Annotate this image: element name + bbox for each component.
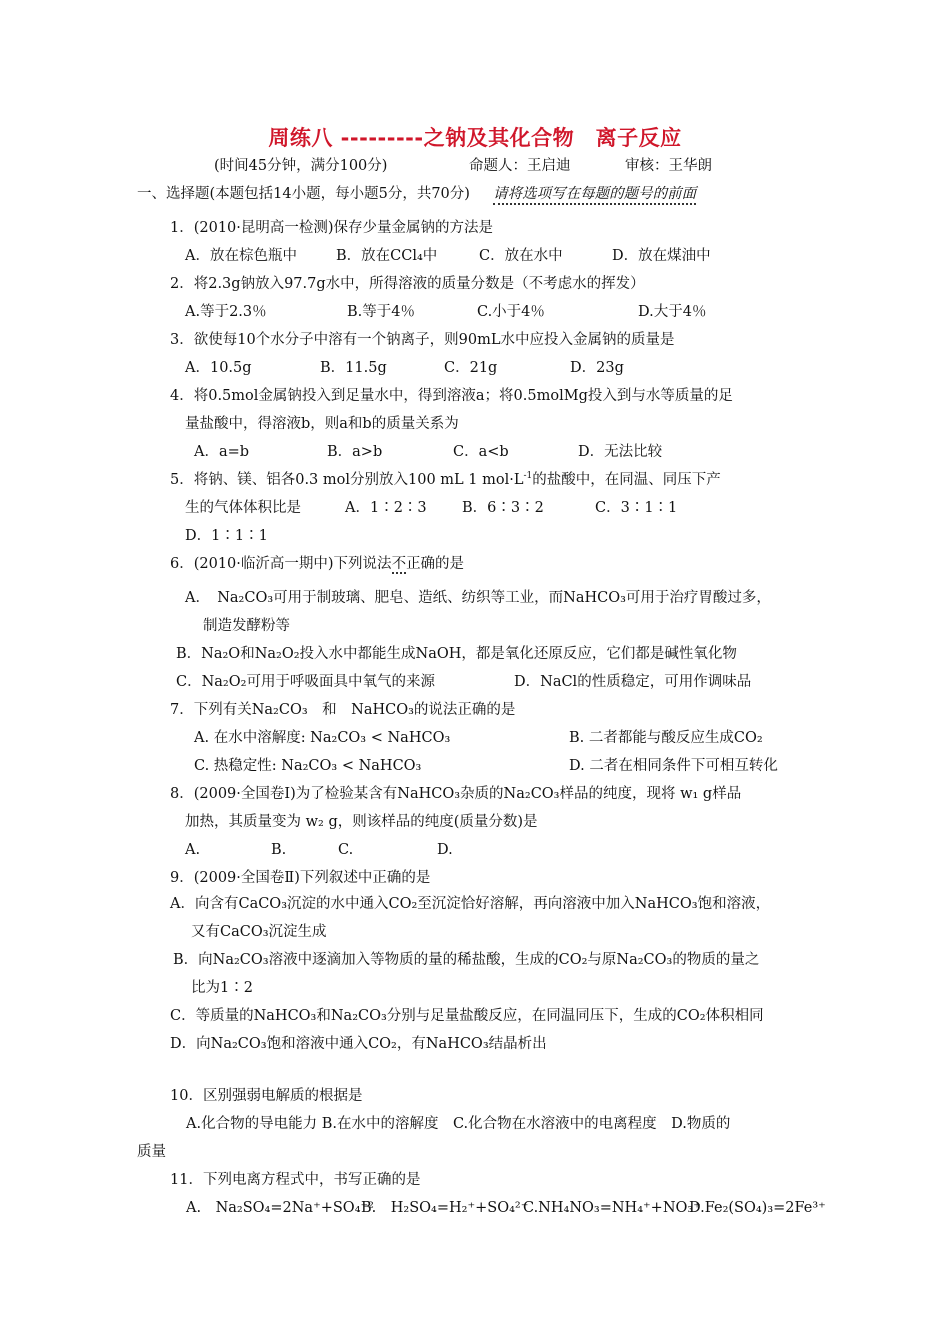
page-title: 周练八 ---------之钠及其化合物 离子反应: [268, 126, 682, 150]
question-9-option-b-line1: B．向Na₂CO₃溶液中逐滴加入等物质的量的稀盐酸，生成的CO₂与原Na₂CO₃的物质的量之: [173, 952, 760, 968]
question-7-option-b: B. 二者都能与酸反应生成CO₂: [569, 730, 763, 746]
question-4-stem-line1: 4．将0.5mol金属钠投入到足量水中，得到溶液a；将0.5molMg投入到与水等质量的足: [170, 388, 733, 404]
question-9-option-c: C．等质量的NaHCO₃和Na₂CO₃分别与足量盐酸反应，在同温同压下，生成的CO₂体积相同: [170, 1008, 764, 1024]
question-5-stem-part2: 的盐酸中，在同温、同压下产: [532, 472, 721, 488]
question-8-stem-line1: 8．(2009·全国卷Ⅰ)为了检验某含有NaHCO₃杂质的Na₂CO₃样品的纯度，现将 w₁ g样品: [170, 786, 742, 802]
question-8-option-b: B.: [271, 842, 287, 858]
exam-info-time: (时间45分钟，满分100分): [214, 158, 388, 174]
exam-info-reviewer: 审核：王华朗: [625, 158, 712, 174]
question-6-emphasis-mark: 不: [391, 556, 407, 572]
question-6-option-b: B．Na₂O和Na₂O₂投入水中都能生成NaOH，都是氧化还原反应，它们都是碱性氧化物: [176, 646, 737, 662]
question-2-option-b: B.等于4％: [347, 304, 415, 320]
question-4-option-d: D．无法比较: [578, 444, 663, 460]
question-11-option-b: B. H₂SO₄=H₂⁺+SO₄²⁻: [361, 1200, 529, 1216]
question-3-stem: 3．欲使每10个水分子中溶有一个钠离子，则90mL水中应投入金属钠的质量是: [170, 332, 675, 348]
question-1-option-c: C．放在水中: [479, 248, 563, 264]
exam-info-author: 命题人：王启迪: [469, 158, 571, 174]
question-6-option-a-line1: A． Na₂CO₃可用于制玻璃、肥皂、造纸、纺织等工业，而NaHCO₃可用于治疗胃酸过多，: [185, 590, 771, 606]
question-5-option-d: D．1∶1∶1: [185, 528, 268, 544]
question-5-option-b: B．6∶3∶2: [462, 500, 544, 516]
question-7-stem: 7．下列有关Na₂CO₃ 和 NaHCO₃的说法正确的是: [170, 702, 516, 718]
question-2-option-d: D.大于4％: [638, 304, 707, 320]
question-6-option-c: C．Na₂O₂可用于呼吸面具中氧气的来源: [176, 674, 435, 690]
question-5-option-a: A．1∶2∶3: [345, 500, 427, 516]
question-10-options: A.化合物的导电能力 B.在水中的溶解度 C.化合物在水溶液中的电离程度 D.物质的: [186, 1116, 731, 1132]
question-9-option-a-line2: 又有CaCO₃沉淀生成: [191, 924, 327, 940]
section-heading: [137, 184, 696, 204]
answer-instruction: 请将选项写在每题的题号的前面: [493, 186, 696, 205]
question-9-option-b-line2: 比为1∶2: [191, 980, 253, 996]
question-5-stem-line2: 生的气体体积比是: [185, 500, 301, 516]
question-5-unit-exponent: -1: [523, 471, 533, 482]
question-8-option-c: C.: [338, 842, 354, 858]
question-10-stem: 10．区别强弱电解质的根据是: [170, 1088, 363, 1104]
question-9-stem: 9．(2009·全国卷Ⅱ)下列叙述中正确的是: [170, 870, 431, 886]
question-1-option-d: D．放在煤油中: [612, 248, 711, 264]
question-4-option-a: A．a=b: [194, 444, 250, 460]
question-3-option-a: A．10.5g: [185, 360, 252, 376]
question-5-stem-line1: [170, 470, 721, 490]
question-6-stem-part1: 6．(2010·临沂高一期中)下列说法: [170, 556, 392, 572]
question-9-option-a-line1: A．向含有CaCO₃沉淀的水中通入CO₂至沉淀恰好溶解，再向溶液中加入NaHCO₃饱和溶液，: [170, 896, 771, 912]
question-4-option-c: C．a<b: [453, 444, 509, 460]
question-5-option-c: C．3∶1∶1: [595, 500, 678, 516]
question-4-option-b: B．a>b: [327, 444, 383, 460]
question-3-option-b: B．11.5g: [320, 360, 387, 376]
section-heading-text: 一、选择题(本题包括14小题，每小题5分，共70分): [137, 186, 470, 202]
question-11-option-c: C.NH₄NO₃=NH₄⁺+NO₃⁺: [523, 1200, 701, 1216]
question-11-option-a: A. Na₂SO₄=2Na⁺+SO₄⁻²: [186, 1200, 374, 1216]
question-6-option-d: D．NaCl的性质稳定，可用作调味品: [514, 674, 752, 690]
question-7-option-d: D. 二者在相同条件下可相互转化: [569, 758, 778, 774]
question-11-option-d: D.Fe₂(SO₄)₃=2Fe³⁺: [689, 1200, 826, 1216]
question-6-stem-part2: 正确的是: [406, 556, 465, 572]
question-11-stem: 11．下列电离方程式中，书写正确的是: [170, 1172, 421, 1188]
question-6-stem: [170, 554, 464, 574]
question-10-options-continued: 质量: [137, 1144, 166, 1160]
question-7-option-c: C. 热稳定性: Na₂CO₃ < NaHCO₃: [194, 758, 422, 774]
question-1-option-b: B．放在CCl₄中: [336, 248, 438, 264]
question-7-option-a: A. 在水中溶解度: Na₂CO₃ < NaHCO₃: [194, 730, 451, 746]
question-1-option-a: A．放在棕色瓶中: [185, 248, 297, 264]
question-3-option-c: C．21g: [444, 360, 498, 376]
question-6-option-a-line2: 制造发酵粉等: [203, 618, 290, 634]
question-4-stem-line2: 量盐酸中，得溶液b，则a和b的质量关系为: [185, 416, 459, 432]
question-8-option-a: A.: [185, 842, 201, 858]
question-8-option-d: D.: [437, 842, 453, 858]
question-2-option-c: C.小于4％: [477, 304, 545, 320]
question-2-option-a: A.等于2.3％: [185, 304, 267, 320]
question-5-stem-part1: 5．将钠、镁、铝各0.3 mol分别放入100 mL 1 mol·L: [170, 472, 524, 488]
question-8-stem-line2: 加热，其质量变为 w₂ g，则该样品的纯度(质量分数)是: [185, 814, 538, 830]
question-1-stem: 1．(2010·昆明高一检测)保存少量金属钠的方法是: [170, 220, 494, 236]
question-3-option-d: D．23g: [570, 360, 624, 376]
question-2-stem: 2．将2.3g钠放入97.7g水中，所得溶液的质量分数是（不考虑水的挥发）: [170, 276, 645, 292]
question-9-option-d: D．向Na₂CO₃饱和溶液中通入CO₂，有NaHCO₃结晶析出: [170, 1036, 547, 1052]
